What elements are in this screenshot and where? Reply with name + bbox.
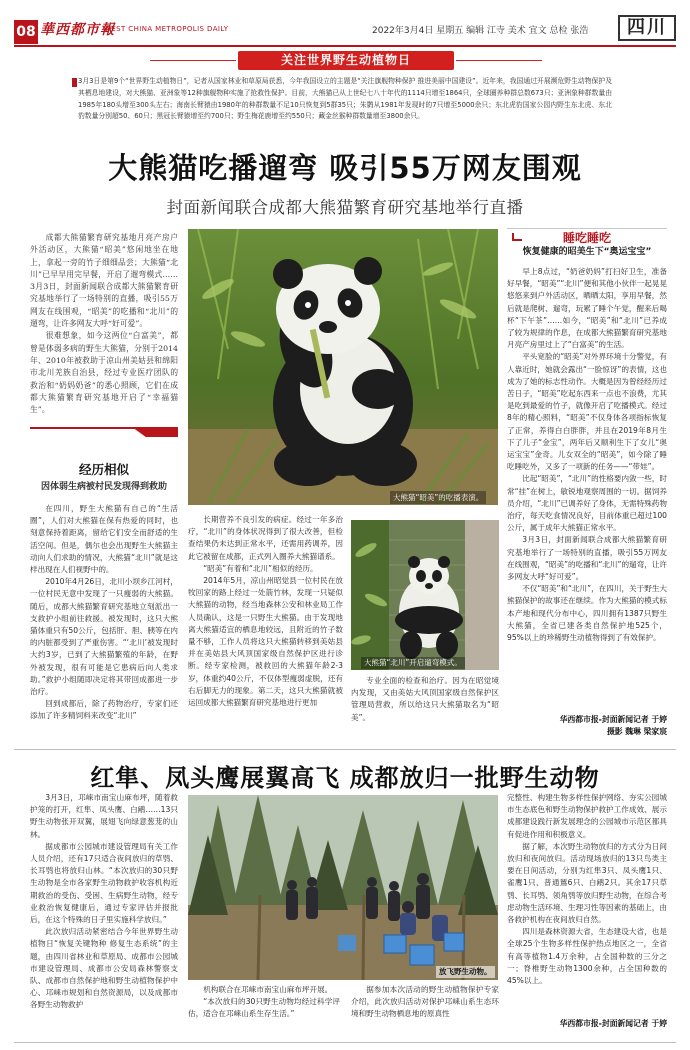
paragraph: 此次放归活动紧密结合今年世界野生动植物日“恢复关键物种 修复生态系统”的主题，由四川省林业和草原局、成都市公园城市建设管理局、成都市公安局森林警察支队、成都市自然保护地和野生动植物保护中心、邛崃市规划和自然资源局，以及成都市各野生动物救护 bbox=[30, 927, 178, 1010]
paragraph: 四川是森林资源大省，生态建设大省，也是全球25个生物多样性保护热点地区之一，全省有高等植物1.4万余种，占全国种数的三分之一；脊椎野生动物1300余种，占全国种数的45%以上。 bbox=[507, 927, 667, 986]
paragraph: 据参加本次活动的野生动植物保护专家介绍，此次放归活动对保护邛崃山系生态环境和野生动物栖息地的原真性 bbox=[351, 985, 499, 1019]
page-number: 08 bbox=[14, 20, 38, 44]
headline-wildlife-release: 红隼、凤头鹰展翼高飞 成都放归一批野生动物 bbox=[90, 764, 600, 792]
masthead-rule bbox=[14, 45, 676, 47]
section-name: 四川 bbox=[618, 15, 676, 41]
paragraph: 不仅“昭美”和“北川”，在四川，关于野生大熊猫保护的故事还在继续。作为大熊猫的模式标本产地和现代分布中心，四川拥有1387只野生大熊猫，全省已建各类自然保护地525个，95%以上的珍稀野生动植物得到了有效保护。 bbox=[507, 584, 668, 643]
paragraph: 3月3日，封面新闻联合成都大熊猫繁育研究基地举行了一场特别的直播，吸引55万网友在线围观，“昭美”的吃播和“北川”的遛弯，让许多网友大呼“好可爱”。 bbox=[507, 535, 668, 582]
article-column-e bbox=[188, 984, 340, 1021]
story-divider bbox=[14, 749, 676, 750]
photo-caption-release: 放飞野生动物。 bbox=[436, 966, 495, 978]
lead-paragraph: 很难想象，如今这两位“白富美”，都曾是体弱多病的野生大熊猫，分别于2014年、2010年被救助于凉山州美姑县和绵阳市北川羌族自治县，经过专业医疗团队的救治和“奶妈奶爸”的悉心照顾，它们在成都大熊猫繁育研究基地开启了“幸福猫生”。 bbox=[30, 331, 178, 415]
subheadline-panda: 封面新闻联合成都大熊猫繁育研究基地举行直播 bbox=[166, 198, 524, 217]
photo-panda-beichuan bbox=[351, 520, 499, 670]
section-subtitle-eat-sleep: 恢复健康的昭美生下“奥运宝宝” bbox=[522, 247, 652, 257]
photo-panda-zhaomei bbox=[188, 229, 498, 505]
section-subtitle-similar: 因体弱生病被村民发现得到救助 bbox=[40, 482, 167, 492]
article-column-b bbox=[188, 514, 343, 709]
paragraph: 据了解，本次野生动物放归的方式分为日间放归和夜间放归。活动现场放归的13只鸟类主要在日间活动，分别为红隼3只、凤头鹰1只、雀鹰1只、普通鵟6只、白鹇2只。其余17只草鸮、长耳鸮、领角鸮等放归野生动物，在综合考虑动物生活环境、生理习性等因素的基础上，由各救护机构在夜间放归自然。 bbox=[507, 841, 667, 925]
paragraph: 早上8点过，“奶爸奶妈”打扫好卫生，准备好早餐，“昭美”“北川”便和其他小伙伴一起晃晃悠悠来到户外活动区，晒晒太阳，享用早餐，然后就是爬树、遛弯，玩累了睡个午觉，醒来后喝杯“下午茶”……如今，“昭美”和“北川”已养成了较为规律的作息，在成都大熊猫繁育研究基地月亮产房里过上了“白富美”的生活。 bbox=[507, 267, 668, 350]
paragraph: 2010年4月26日，北川小坝乡江河村，一位村民无意中发现了一只瘦弱的大熊猫。随后，成都大熊猫繁育研究基地立刻派出一支救护小组前往救援。被发现时，这只大熊猫体重只有50公斤，包括肝、胆、胰等在内的内脏都受到了严重伤害。“‘北川’被发现时大约3岁，已到了大熊猫繁殖的年龄，在野外被发现，很有可能是它患病后向人类求助。”救护小组随即决定将其带回成都进一步治疗。 bbox=[30, 577, 178, 697]
article-column-f bbox=[351, 984, 499, 1021]
intro-paragraph: 3月3日是第9个“世界野生动植物日”，记者从国家林业和草原局获悉，今年我国设立的主题是“关注旗舰物种保护 推进美丽中国建设”。近年来，我国通过开展濒危野生动物保护及其栖息地建设，对大熊猫、亚洲象等12种旗舰物种实施了抢救性保护。目前，大熊猫已从上世纪七八十年代的1114只增至1864只，全球圈养种群总数673只；亚洲象种群数量由1985年180头增至300头左右；海南长臂猿由1980年的种群数量不足10只恢复到5群35只；朱鹮从1981年发现时的7只增至5000余只；东北虎豹国家公园内野生东北虎、东北豹数量分别超50、60只；黑冠长臂猿增至约700只；野生梅花鹿增至约550只；藏金丝猴种群数量增至3800余只。 bbox=[78, 77, 612, 121]
panda-eating-illustration bbox=[188, 229, 498, 505]
date-line: 2022年3月4日 星期五 编辑 江寺 美术 宜文 总检 张浩 bbox=[372, 26, 589, 36]
photo-caption-beichuan: 大熊猫“北川”开启遛弯模式。 bbox=[361, 657, 465, 669]
article-column-right bbox=[507, 266, 667, 644]
section-title-similar: 经历相似 bbox=[78, 462, 129, 477]
paragraph: 机构联合在邛崃市南宝山麻布坪开展。 bbox=[203, 985, 333, 994]
forest-release-illustration bbox=[188, 795, 498, 980]
paragraph: 比起“昭美”，“北川”的性格要内敛一些，时常“挂”在树上，敏锐地观察周围的一切。据饲养员介绍，“北川”已调养好了身体，无需特殊药物治疗，每天吃食情况良好，目前体重已超过100公斤，属于成年大熊猫正常水平。 bbox=[507, 474, 668, 533]
paragraph: 平头宽脸的“昭美”对外界环境十分警觉，有人靠近时，她就会露出“一脸惊讶”的表情，这也成为了她的标志性动作。大概是因为曾经经历过苦日子，“昭美”吃起东西来一点也不浪费，尤其是吃到最爱的竹子，就像开启了吃播模式。经过8年的精心照料，“昭美”不仅身体各项指标恢复了正常，养得白白胖胖，并且在2019年8月生下了儿子“金宝”，两年后又顺利生下了女儿“奥运宝宝”金奇。儿女双全的“昭美”，如今除了睡吃睡吃外，又多了一项新的任务——“带娃”。 bbox=[507, 352, 667, 472]
paragraph: 2014年5月，凉山州昭觉县一位村民在放牧回家的路上经过一处箭竹林，发现一只疑似大熊猫的动物，经当地森林公安和林业局工作人员确认，这是一只野生大熊猫。由于发现地离大熊猫适宜的栖息地较远，且附近的竹子数量不够，工作人员将这只大熊猫转移到美姑县并在美姑县大风顶国家级自然保护区进行诊断。经专家检测，被救回的大熊猫年龄2-3岁，体重约40公斤，不仅体型瘦弱虚脱，还有右后脚无力的现象。第二天，这只大熊猫就被运回成都大熊猫繁育研究基地进行更加 bbox=[188, 576, 343, 708]
paragraph: 专业全面的检查和治疗。因为在昭觉境内发现，又由美姑大风顶国家级自然保护区管理局营救，所以给这只大熊猫取名为“昭美”。 bbox=[351, 676, 499, 722]
headline-panda: 大熊猫吃播遛弯 吸引55万网友围观 bbox=[108, 151, 582, 185]
panda-walking-illustration bbox=[351, 520, 499, 670]
banner-line-right bbox=[456, 60, 542, 61]
paper-logo: 華西都市報 bbox=[40, 22, 115, 38]
intro-marker-icon bbox=[72, 78, 77, 87]
paragraph: “本次放归的30只野生动物均经过科学评估，适合在邛崃山系生存生活。” bbox=[188, 997, 340, 1019]
paragraph: 据成都市公园城市建设管理局有关工作人员介绍，还有17只适合夜间放归的草鸮、长耳鸮也将放归山林。“本次放归的30只野生动物是全市各家野生动物救护收容机构近期救治的受伤、受困、生病野生动物，经专业救治恢复健康后，通过专家评估并报批后，在这个特殊的日子里实施科学放归。” bbox=[30, 841, 178, 925]
photo-caption-zhaomei: 大熊猫“昭美”的吃播表演。 bbox=[390, 491, 486, 504]
article-column-d bbox=[30, 792, 178, 1012]
banner-line-left bbox=[150, 60, 236, 61]
section-title-eat-sleep: 睡吃睡吃 bbox=[562, 231, 611, 245]
paragraph: 3月3日，邛崃市南宝山麻布坪，随着救护笼的打开，红隼、凤头鹰、白鹇……13只野生动物张开双翼，展翅飞向绿意葱茏的山林。 bbox=[30, 793, 178, 839]
byline-panda: 华西都市报-封面新闻记者 于婷 摄影 魏琳 梁家宸 bbox=[559, 715, 667, 736]
photo-wildlife-release bbox=[188, 795, 498, 980]
paragraph: 长期营养不良引发的病症。经过一年多治疗，“北川”的身体状况得到了很大改善，但检查结果仍未达到正常水平，还需用药调养，因此它被留在成都，正式列入圈养大熊猫谱系。 bbox=[188, 515, 343, 561]
topic-banner: 关注世界野生动植物日 bbox=[238, 51, 454, 70]
paragraph: 完整性、构建生物多样性保护网络、夯实公园城市生态底色和野生动物保护救护工作成效、展示成都建设践行新发展理念的公园城市示范区都具有促进作用和积极意义。 bbox=[507, 793, 667, 839]
paragraph: 回到成都后，除了药物治疗，专家们还添加了许多精饲料来改变“北川” bbox=[30, 699, 178, 721]
lead-column bbox=[30, 232, 178, 416]
section-rule-hook bbox=[132, 427, 178, 437]
byline-release: 华西都市报-封面新闻记者 于婷 bbox=[559, 1019, 667, 1028]
lead-paragraph: 成都大熊猫繁育研究基地月亮产房户外活动区，大熊猫“昭美”悠闲地坐在地上，拿起一旁的竹子细细品尝；大熊猫“北川”已早早用完早餐，开启了遛弯模式……3月3日，封面新闻联合成都大熊猫繁育研究基地举行了一场特别的直播，吸引55万网友在线围观，“昭美”的吃播和“北川”的遛弯，让许多网友大呼“好可爱”。 bbox=[30, 233, 178, 329]
article-column-a bbox=[30, 503, 178, 723]
paper-english-name: WEST CHINA METROPOLIS DAILY bbox=[104, 25, 229, 33]
paragraph: “昭美”有着和“北川”相似的经历。 bbox=[203, 563, 318, 573]
paragraph: 在四川，野生大熊猫有自己的“生活圈”，人们对大熊猫在保有热爱的同时，也刻意保持着距离，留给它们安全而舒适的生活空间。但是，偶尔也会出现野生大熊猫主动向人们求助的情况，大熊猫“北川”就是这样出现在人们视野中的。 bbox=[30, 504, 178, 575]
masthead bbox=[0, 0, 690, 50]
footer-rule bbox=[14, 1042, 676, 1043]
article-column-g bbox=[507, 792, 667, 987]
article-column-c bbox=[351, 675, 499, 724]
